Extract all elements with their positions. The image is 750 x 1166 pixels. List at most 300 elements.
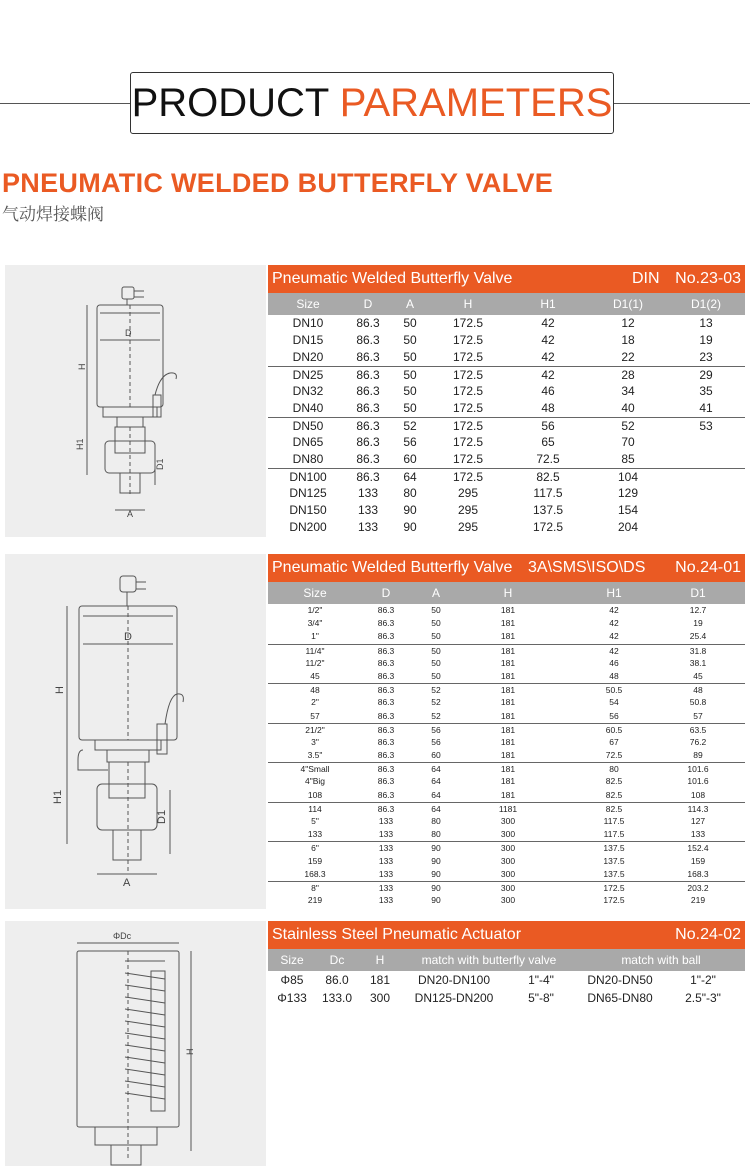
table-cell: 133 [378,882,394,893]
table-cell: 181 [500,736,516,747]
table-cell: 133 [378,855,394,866]
table-row [268,349,745,366]
table-cell: 42 [541,333,555,347]
valve-drawing-din [5,265,266,537]
table-cell: 129 [617,486,639,500]
table-cell: 168.3 [687,868,709,879]
table-cell: 4"Small [300,764,330,775]
table-cell: 2.5"-3" [685,991,721,1005]
table-row [268,868,745,881]
table-cell: 86.3 [377,710,395,721]
table-cell: DN20-DN100 [417,973,491,987]
table-cell: 295 [457,503,479,517]
table-cell: 181 [500,618,516,629]
table-cell: 181 [500,750,516,761]
table-cell: 42 [609,618,619,629]
table-cell: 172.5 [532,520,564,534]
table-cell: 50 [403,316,417,330]
table-cell: 133 [378,816,394,826]
table-cell: 86.3 [356,316,380,330]
dim-label-d: D [124,631,132,643]
table-cell: 3/4" [307,618,323,629]
table-cell: 22 [621,350,635,364]
table-row [268,502,745,519]
column-header: H [463,297,473,311]
table-cell: 1" [311,631,319,642]
table-row [268,696,745,709]
table-cell: DN100 [289,470,327,484]
header-box [130,72,614,134]
table-row [268,775,745,788]
table-cell: 300 [369,991,391,1005]
table-row [268,802,745,815]
actuator-drawing [5,921,266,1166]
table-cell: 50 [403,368,417,382]
table-cell: 172.5 [603,882,625,893]
table-column-headers [268,582,745,604]
table-cell: DN25 [292,368,324,382]
table-title: Stainless Steel Pneumatic Actuator [272,926,522,943]
table-cell: 86.3 [356,384,380,398]
product-title: PNEUMATIC WELDED BUTTERFLY VALVE [2,168,554,198]
dim-label-d1: D1 [156,809,168,824]
table-cell: 42 [609,631,619,642]
table-row [268,400,745,417]
table-cell: 3" [311,736,319,747]
table-cell: 67 [609,736,619,747]
table-row [268,657,745,670]
table-cell: 42 [541,368,555,382]
table-cell: DN80 [292,452,324,466]
table-cell: 152.4 [687,843,709,854]
header-title-part1: PRODUCT [131,81,340,125]
table-cell: 42 [609,605,619,615]
table-cell: 31.8 [689,645,707,656]
table-cell: 52 [431,685,441,696]
table-cell: 86.3 [377,750,395,761]
drawing-panel-actuator [5,921,266,1166]
table-cell: 168.3 [304,868,326,879]
table-cell: 89 [693,750,703,761]
table-cell: 19 [699,333,713,347]
table-cell: 72.5 [536,452,560,466]
table-row [268,723,745,736]
table-cell: 101.6 [687,764,709,775]
table-cell: 25.4 [689,631,707,642]
table-cell: 90 [431,855,441,866]
table-row [268,683,745,696]
column-header: D1 [690,586,706,600]
dim-label-h1: H1 [52,789,64,804]
table-cell: 86.3 [377,776,395,787]
table-row [268,749,745,762]
table-cell: 203.2 [687,882,709,893]
table-standard: DIN [632,270,660,287]
table-cell: 11/2" [305,657,325,668]
dim-label-h1: H1 [75,438,85,450]
header-rule-left [0,103,130,104]
table-cell: 300 [500,895,516,906]
table-row [268,971,745,989]
table-cell: 42 [541,350,555,364]
table-cell: DN32 [292,384,324,398]
table-cell: 64 [403,470,417,484]
table-cell: 159 [307,855,323,866]
table-cell: 172.5 [452,384,484,398]
table-cell: 1"-4" [528,973,554,987]
table-cell: DN20-DN50 [587,973,653,987]
table-cell: 300 [500,855,516,866]
table-cell: 80 [403,486,417,500]
table-cell: 82.5 [605,776,623,787]
table-cell: 86.3 [377,803,395,814]
table-cell: 5" [311,816,319,826]
column-header: match with ball valve [621,953,701,989]
table-cell: 57 [310,710,320,721]
table-row [268,736,745,749]
table-title-bar [268,921,745,949]
table-cell: 60 [431,750,441,761]
table-row [268,710,745,723]
table-cell: 5"-8" [528,991,554,1005]
spec-table-din [268,265,745,536]
table-cell: 300 [500,829,516,840]
header-rule-right [614,103,750,104]
column-header: H [375,953,385,967]
dim-label-d: D [125,328,132,338]
table-cell: 86.3 [356,350,380,364]
table-cell: 172.5 [452,452,484,466]
table-cell: 50 [431,631,441,642]
table-cell: 219 [690,895,706,906]
table-cell: 50 [431,605,441,615]
table-cell: 86.3 [377,724,395,735]
table-cell: 181 [500,710,516,721]
table-row [268,815,745,828]
table-cell: 50.5 [605,685,623,696]
dim-label-a: A [127,509,134,519]
table-cell: 204 [617,520,639,534]
table-cell: 90 [431,895,441,906]
column-header: H1 [540,297,556,311]
table-cell: 52 [431,697,441,708]
table-cell: 108 [690,789,706,800]
table-cell: 45 [310,670,320,681]
table-cell: 42 [541,316,555,330]
table-cell: 172.5 [452,419,484,433]
table-cell: DN200 [289,520,327,534]
table-row [268,894,745,907]
table-cell: 181 [500,657,516,668]
table-title: Pneumatic Welded Butterfly Valve [272,559,513,576]
table-cell: 133 [378,868,394,879]
table-cell: 46 [541,384,555,398]
table-cell: 300 [500,816,516,826]
table-cell: 181 [500,789,516,800]
table-cell: 56 [541,419,555,433]
table-number: No.24-02 [675,926,741,943]
column-header: D1(2) [690,297,722,311]
table-cell: 117.5 [533,486,563,500]
column-header: Size [296,297,320,311]
table-cell: 172.5 [452,333,484,347]
table-cell: DN65-DN80 [587,991,653,1005]
drawing-panel-sms [5,554,266,909]
table-cell: 181 [500,776,516,787]
table-cell: 80 [431,816,441,826]
dim-label-h: H [185,1048,195,1055]
table-title: Pneumatic Welded Butterfly Valve [272,270,513,287]
table-cell: 3.5" [307,750,323,761]
table-cell: 172.5 [603,895,625,906]
table-cell: 53 [699,419,713,433]
product-subtitle: 气动焊接蝶阀 [2,205,104,225]
table-cell: 50 [403,333,417,347]
table-cell: 46 [609,657,619,668]
table-row [268,989,745,1007]
table-cell: 295 [457,486,479,500]
table-standard: 3A\SMS\ISO\DS [528,559,646,576]
table-cell: 80 [431,829,441,840]
table-cell: 21/2" [305,724,325,735]
table-cell: 133 [357,520,379,534]
table-cell: 13 [699,316,713,330]
table-cell: 57 [693,710,703,721]
table-cell: 60 [403,452,417,466]
table-cell: 48 [310,685,320,696]
drawing-panel-din [5,265,266,537]
table-row [268,841,745,854]
table-cell: 114 [308,803,322,814]
table-cell: 133.0 [321,991,353,1005]
table-cell: 181 [500,764,516,775]
table-cell: 172.5 [452,368,484,382]
table-title-bar [268,554,745,582]
table-cell: 50 [431,645,441,656]
dim-label-d1: D1 [155,458,165,470]
table-cell: 86.3 [356,333,380,347]
table-cell: 48 [541,401,555,415]
table-cell: 48 [609,670,619,681]
table-cell: 76.2 [689,736,707,747]
table-cell: 86.3 [377,618,395,629]
table-cell: 23 [699,350,713,364]
table-cell: DN125-DN200 [414,991,494,1005]
table-cell: Φ85 [280,973,304,987]
table-cell: 133 [357,486,379,500]
table-cell: 38.1 [689,657,707,668]
table-cell: 86.3 [356,435,380,449]
table-cell: 117.5 [603,829,625,840]
table-cell: 133 [378,895,394,906]
table-cell: 137.5 [532,503,564,517]
table-cell: 181 [500,724,516,735]
table-row [268,366,745,383]
column-header: D [381,586,391,600]
table-cell: 86.3 [356,452,380,466]
table-cell: 48 [693,685,703,696]
table-cell: 137.5 [603,868,625,879]
table-cell: 11/4" [305,645,325,656]
dim-label-dc: ΦDc [113,931,132,941]
table-row [268,417,745,434]
table-number: No.24-01 [675,559,741,576]
table-row [268,383,745,400]
table-cell: 2" [311,697,319,708]
table-cell: 50 [431,657,441,668]
table-cell: 64 [431,764,441,775]
table-body [268,971,745,1007]
table-cell: 40 [621,401,635,415]
table-cell: 86.3 [377,789,395,800]
table-cell: 56 [431,736,441,747]
table-row [268,855,745,868]
table-body [268,604,745,907]
table-cell: 29 [699,368,713,382]
table-cell: 1/2" [307,605,323,615]
table-cell: 86.3 [377,685,395,696]
table-cell: 65 [541,435,555,449]
table-cell: 50 [403,384,417,398]
table-cell: 82.5 [605,789,623,800]
table-cell: DN10 [292,316,324,330]
table-cell: 64 [431,789,441,800]
table-cell: 8" [311,882,319,893]
table-cell: 54 [609,697,619,708]
table-cell: 86.3 [377,657,395,668]
table-cell: 28 [621,368,635,382]
table-cell: 86.3 [356,470,380,484]
table-cell: 137.5 [603,843,625,854]
table-cell: 172.5 [452,435,484,449]
table-cell: 90 [403,520,417,534]
table-cell: 6" [311,843,319,854]
table-number: No.23-03 [675,270,741,287]
table-cell: 86.3 [377,605,395,615]
table-cell: 70 [621,435,635,449]
table-cell: 172.5 [452,316,484,330]
table-cell: 86.3 [377,697,395,708]
table-cell: 12.7 [689,605,707,615]
column-header: Size [303,586,327,600]
table-cell: 80 [609,764,619,775]
table-row [268,451,745,468]
table-cell: 181 [500,697,516,708]
table-row [268,828,745,841]
table-cell: Φ133 [277,991,307,1005]
table-cell: 90 [431,868,441,879]
table-cell: 133 [690,829,706,840]
table-cell: DN15 [292,333,324,347]
column-header: H1 [606,586,622,600]
table-cell: 172.5 [452,350,484,364]
table-cell: 52 [403,419,417,433]
table-cell: 133 [378,843,394,854]
table-cell: 181 [500,631,516,642]
table-row [268,789,745,802]
table-row [268,519,745,536]
table-cell: 4"Big [304,776,326,787]
table-cell: 154 [617,503,639,517]
table-cell: 86.0 [325,973,349,987]
header-title-part2: PARAMETERS [339,81,613,125]
table-cell: 85 [621,452,635,466]
table-cell: 101.6 [687,776,709,787]
table-cell: 1181 [498,803,518,814]
table-cell: 82.5 [605,803,623,814]
table-cell: 86.3 [377,670,395,681]
table-cell: 86.3 [377,736,395,747]
column-header: H [503,586,513,600]
table-cell: 86.3 [356,401,380,415]
table-cell: DN150 [289,503,327,517]
table-cell: 35 [699,384,713,398]
table-cell: 52 [621,419,635,433]
table-cell: 133 [378,829,394,840]
table-cell: 172.5 [452,470,484,484]
table-cell: 117.5 [603,816,625,826]
table-cell: 19 [693,618,703,629]
table-cell: 64 [431,803,441,814]
table-row [268,604,745,617]
table-cell: 172.5 [452,401,484,415]
table-cell: 133 [307,829,323,840]
table-cell: 133 [357,503,379,517]
table-cell: 52 [431,710,441,721]
table-cell: 56 [403,435,417,449]
table-cell: 86.3 [377,645,395,656]
table-row [268,315,745,332]
table-column-headers [268,293,745,315]
valve-drawing-sms [5,554,266,909]
table-cell: 50 [431,618,441,629]
table-cell: 90 [431,843,441,854]
table-cell: 56 [609,710,619,721]
table-cell: 86.3 [377,764,395,775]
table-cell: 42 [609,645,619,656]
column-header: D1(1) [612,297,644,311]
table-row [268,630,745,643]
table-cell: 300 [500,882,516,893]
column-header: Dc [329,953,345,967]
table-cell: 219 [307,895,323,906]
table-cell: 104 [617,470,639,484]
table-cell: 12 [621,316,635,330]
column-header: Size [280,953,304,967]
spec-table-actuator [268,921,745,1007]
table-cell: 108 [307,789,323,800]
table-cell: 181 [500,645,516,656]
table-row [268,434,745,451]
table-row [268,670,745,683]
table-cell: 82.5 [536,470,560,484]
table-cell: 181 [369,973,391,987]
table-cell: 181 [500,685,516,696]
column-header: A [405,297,415,311]
table-row [268,617,745,630]
table-cell: 64 [431,776,441,787]
table-cell: 159 [690,855,706,866]
table-body [268,315,745,536]
table-cell: 63.5 [689,724,707,735]
table-row [268,881,745,894]
table-cell: 127 [690,816,706,826]
table-cell: 45 [693,670,703,681]
table-row [268,468,745,485]
table-title-bar [268,265,745,293]
dim-label-a: A [123,877,131,889]
table-cell: 295 [457,520,479,534]
